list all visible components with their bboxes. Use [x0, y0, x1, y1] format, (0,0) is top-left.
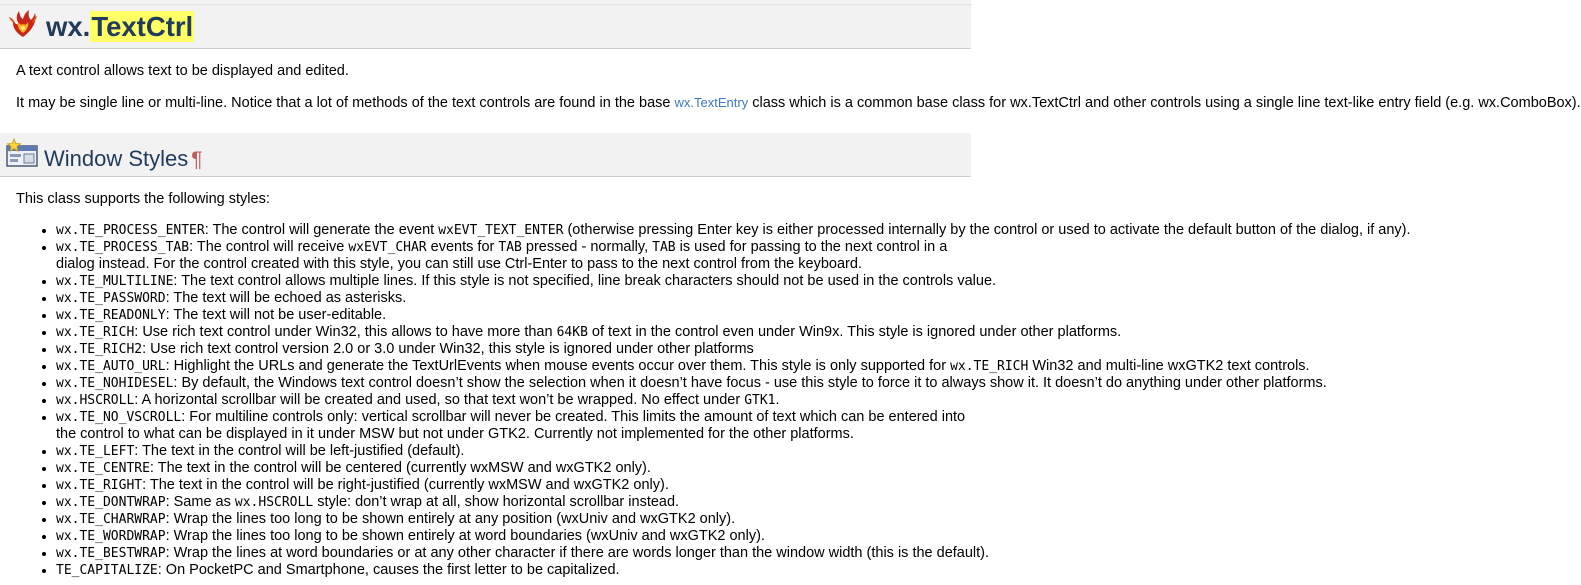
- list-item: [56, 511, 971, 528]
- list-item: [56, 290, 971, 307]
- list-item: [56, 392, 971, 409]
- style-description: : Use rich text control version 2.0 or 3.0 under Win32, this style is ignored under other platforms: [142, 341, 754, 357]
- style-description: : The text control allows multiple lines. If this style is not specified, line break characters should not be used in the controls value.: [173, 273, 997, 289]
- list-item: [56, 273, 997, 290]
- list-item: [56, 460, 971, 477]
- list-item: [56, 239, 971, 273]
- intro-text-after: class which is a common base class for wx.TextCtrl and other controls using a single line text-like entry field (e.g. wx.ComboBox).: [748, 95, 1581, 111]
- intro-paragraph-1: A text control allows text to be displayed and edited.: [16, 63, 349, 79]
- page-title: [46, 11, 194, 43]
- styles-list: [0, 222, 1411, 579]
- style-description: : The text will not be user-editable.: [165, 307, 387, 323]
- inline-code: TAB: [652, 240, 676, 255]
- style-description: : The text in the control will be right-justified (currently wxMSW and wxGTK2 only).: [142, 477, 669, 493]
- style-description: : Use rich text control under Win32, this allows to have more than: [134, 324, 557, 340]
- style-description: : Same as: [165, 494, 235, 510]
- style-code: wx.TE_BESTWRAP: [56, 546, 166, 561]
- style-description: : Wrap the lines at word boundaries or at any other character if there are words longer than the window width (this is the default).: [165, 545, 990, 561]
- style-code: wx.TE_NO_VSCROLL: [56, 410, 182, 425]
- section-anchor-link[interactable]: ¶: [191, 148, 203, 171]
- inline-code: GTK1: [744, 393, 776, 408]
- list-item: [56, 562, 971, 579]
- style-code: wx.HSCROLL: [56, 393, 135, 408]
- style-description: : For multiline controls only: vertical scrollbar will never be created. This limits the amount of text which can be entered into the control to what can be displayed in it under MSW but not under GTK2. Currently not implemented for the other platforms.: [56, 409, 966, 442]
- textentry-link[interactable]: wx.TextEntry: [674, 95, 749, 110]
- list-item: [56, 477, 971, 494]
- style-code: wx.TE_RICH: [56, 325, 135, 340]
- style-description: style: don’t wrap at all, show horizontal scrollbar instead.: [313, 494, 680, 510]
- style-code: wx.TE_LEFT: [56, 444, 135, 459]
- section-title-text: Window Styles: [44, 146, 189, 171]
- inline-code: 64KB: [556, 325, 588, 340]
- style-description: : The text will be echoed as asterisks.: [165, 290, 407, 306]
- style-description: (otherwise pressing Enter key is either processed internally by the control or used to activate the default button of the dialog, if any).: [563, 222, 1411, 238]
- styles-lead: This class supports the following styles:: [16, 191, 270, 207]
- style-code: wx.TE_MULTILINE: [56, 274, 174, 289]
- style-code: wx.TE_CHARWRAP: [56, 512, 166, 527]
- style-code: wx.TE_PASSWORD: [56, 291, 166, 306]
- intro-text-before: It may be single line or multi-line. Notice that a lot of methods of the text controls are found in the base: [16, 95, 675, 111]
- inline-code: TAB: [498, 240, 522, 255]
- list-item: [56, 222, 1411, 239]
- list-item: [56, 324, 1122, 341]
- list-item: [56, 494, 971, 511]
- style-code: wx.TE_AUTO_URL: [56, 359, 166, 374]
- style-code: wx.TE_WORDWRAP: [56, 529, 166, 544]
- style-description: is used for passing to the next control in a dialog instead. For the control created with this style, you can still use Ctrl-Enter to pass to the next control from the keyboard.: [56, 239, 948, 272]
- section-header: [0, 133, 971, 177]
- style-code: wx.TE_RIGHT: [56, 478, 143, 493]
- style-code: wx.TE_DONTWRAP: [56, 495, 166, 510]
- style-description: pressed - normally,: [521, 239, 653, 255]
- style-description: : The text in the control will be left-justified (default).: [134, 443, 465, 459]
- style-description: : The text in the control will be centered (currently wxMSW and wxGTK2 only).: [149, 460, 651, 476]
- intro-paragraph-2: [16, 94, 1581, 112]
- list-item: [56, 443, 971, 460]
- inline-code: wxEVT_TEXT_ENTER: [438, 223, 564, 238]
- style-description: : The control will generate the event: [204, 222, 439, 238]
- list-item: [56, 528, 971, 545]
- style-code: wx.TE_READONLY: [56, 308, 166, 323]
- page-title-prefix: wx.: [46, 11, 91, 42]
- style-description: : A horizontal scrollbar will be created and used, so that text won’t be wrapped. No effect under: [134, 392, 745, 408]
- style-description: : On PocketPC and Smartphone, causes the first letter to be capitalized.: [157, 562, 620, 578]
- style-description: : Wrap the lines too long to be shown entirely at any position (wxUniv and wxGTK2 only).: [165, 511, 736, 527]
- phoenix-logo-icon: [6, 7, 40, 39]
- style-description: of text in the control even under Win9x. This style is ignored under other platforms.: [587, 324, 1122, 340]
- list-item: [56, 358, 1310, 375]
- style-description: : By default, the Windows text control doesn’t show the selection when it doesn’t have focus - use this style to force it to always show it. It doesn’t do anything under other platforms.: [173, 375, 1327, 391]
- list-item: [56, 307, 971, 324]
- style-code: wx.TE_NOHIDESEL: [56, 376, 174, 391]
- style-description: : Wrap the lines too long to be shown entirely at word boundaries (wxUniv and wxGTK2 only).: [165, 528, 765, 544]
- style-description: events for: [426, 239, 499, 255]
- window-styles-icon: [4, 137, 40, 169]
- style-description: Win32 and multi-line wxGTK2 text controls.: [1028, 358, 1310, 374]
- list-item: [56, 375, 1327, 392]
- inline-code: wx.TE_RICH: [950, 359, 1029, 374]
- style-code: wx.TE_PROCESS_TAB: [56, 240, 190, 255]
- page-header: [0, 5, 971, 49]
- style-description: .: [775, 392, 780, 408]
- section-title: [44, 146, 203, 173]
- page-title-highlight: TextCtrl: [91, 11, 194, 42]
- inline-code: wxEVT_CHAR: [348, 240, 427, 255]
- style-code: TE_CAPITALIZE: [56, 563, 158, 578]
- list-item: [56, 545, 990, 562]
- style-code: wx.TE_CENTRE: [56, 461, 150, 476]
- style-code: wx.TE_PROCESS_ENTER: [56, 223, 205, 238]
- list-item: [56, 341, 971, 358]
- list-item: [56, 409, 971, 443]
- style-description: : Highlight the URLs and generate the TextUrlEvents when mouse events occur over them. This style is only supported for: [165, 358, 951, 374]
- style-code: wx.TE_RICH2: [56, 342, 143, 357]
- style-description: : The control will receive: [189, 239, 349, 255]
- inline-code: wx.HSCROLL: [234, 495, 314, 510]
